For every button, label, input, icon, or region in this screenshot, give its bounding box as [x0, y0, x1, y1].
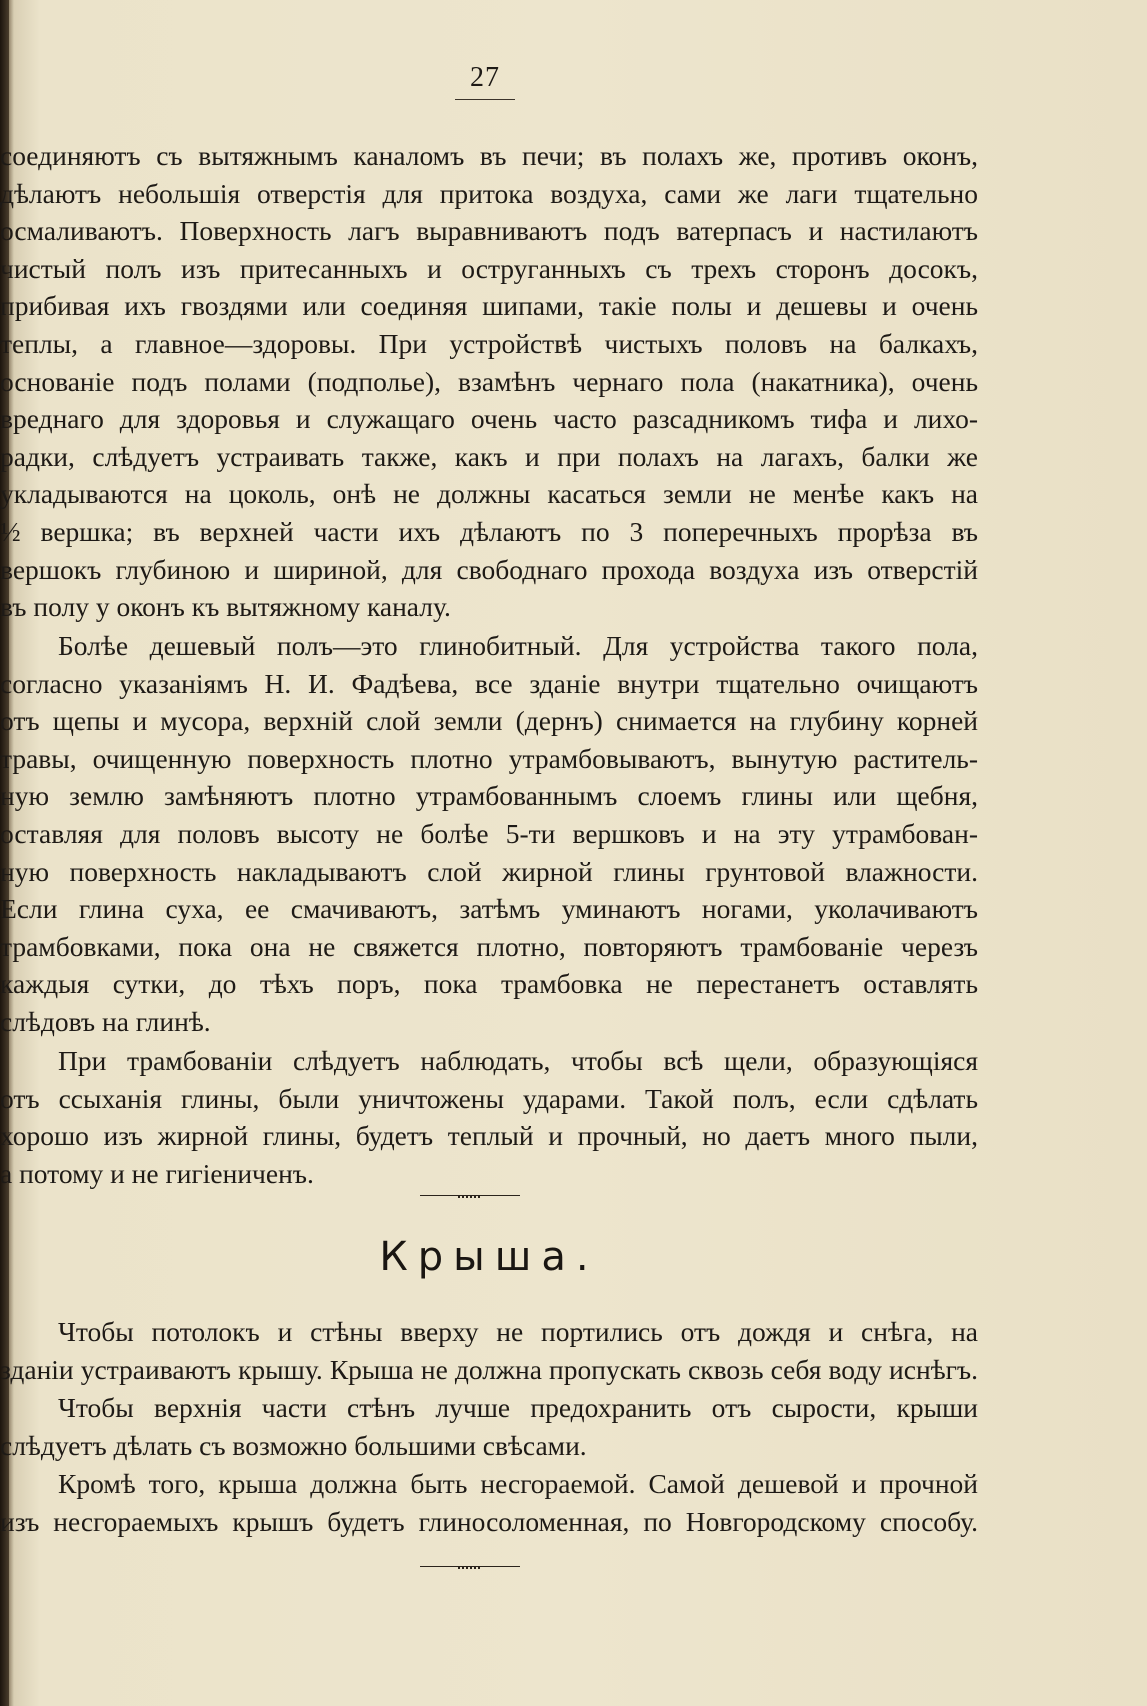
text-line: ную поверхность накладываютъ слой жирной глины грунтовой влажности. [0, 855, 978, 887]
text-line: Кромѣ того, крыша должна быть несгораемой. Самой дешевой и прочной [58, 1468, 978, 1499]
text-line: хорошо изъ жирной глины, будетъ теплый и прочный, но даетъ много пыли, [0, 1120, 978, 1152]
text-line: слѣдовъ на глинѣ. [0, 1005, 211, 1037]
separator-dots [458, 1566, 482, 1569]
text-line: отъ щепы и мусора, верхній слой земли (дернъ) снимается на глубину корней [0, 705, 978, 737]
text-line: вершокъ глубиною и шириной, для свободнаго прохода воздуха изъ отверстій [0, 553, 978, 585]
text-line: слѣдуетъ дѣлать съ возможно большими свѣсами. [0, 1429, 587, 1461]
text-line: изъ несгораемыхъ крышъ будетъ глиносоломенная, по Новгородскому способу. [0, 1505, 978, 1537]
text-line: Если глина суха, ее смачиваютъ, затѣмъ уминаютъ ногами, уколачиваютъ [0, 893, 978, 925]
text-line: укладываются на цоколь, онѣ не должны касаться земли не менѣе какъ на [0, 478, 978, 510]
section-title: Крыша. [379, 1234, 599, 1280]
text-line: согласно указаніямъ Н. И. Фадѣева, все зданіе внутри тщательно очищаютъ [0, 667, 978, 699]
text-line: оставляя для половъ высоту не болѣе 5-ти вершковъ и на эту утрамбован- [0, 817, 978, 849]
page-number: 27 [470, 62, 500, 93]
text-line: При трамбованіи слѣдуетъ наблюдать, чтобы всѣ щели, образующіяся [58, 1045, 978, 1076]
text-line: трамбовками, пока она не свяжется плотно, повторяютъ трамбованіе черезъ [0, 930, 978, 962]
paragraph-roof-purpose [0, 1313, 978, 1388]
text-line: ную землю замѣняютъ плотно утрамбованнымъ слоемъ глины или щебня, [0, 780, 978, 812]
text-line: осмаливаютъ. Поверхность лагъ выравниваютъ подъ ватерпасъ и настилаютъ [0, 215, 978, 247]
text-line: соединяютъ съ вытяжнымъ каналомъ въ печи; въ полахъ же, противъ оконъ, [0, 140, 978, 171]
paragraph-floor-construction [0, 137, 978, 626]
separator-dots [458, 1195, 482, 1198]
paragraph-clay-floor [0, 627, 978, 1041]
text-line: Чтобы верхнія части стѣнъ лучше предохранить отъ сырости, крыши [58, 1392, 978, 1423]
text-line: вреднаго для здоровья и служащаго очень часто разсадникомъ тифа и лихо- [0, 403, 978, 435]
text-line: Чтобы потолокъ и стѣны вверху не портились отъ дождя и снѣга, на [58, 1316, 978, 1347]
section-separator [420, 1195, 520, 1198]
text-line: травы, очищенную поверхность плотно утрамбовываютъ, вынутую раститель- [0, 742, 978, 774]
text-line: ½ вершка; въ верхней части ихъ дѣлаютъ по 3 поперечныхъ прорѣза въ [0, 515, 978, 547]
text-line: основаніе подъ полами (подполье), взамѣнъ чернаго пола (накатника), очень [0, 365, 978, 397]
text-line: дѣлаютъ небольшія отверстія для притока воздуха, сами же лаги тщательно [0, 177, 978, 209]
text-line: чистый полъ изъ притесанныхъ и оструганныхъ съ трехъ сторонъ досокъ, [0, 252, 978, 284]
text-line: каждыя сутки, до тѣхъ поръ, пока трамбовка не перестанетъ оставлять [0, 968, 978, 1000]
text-line: а потому и не гигіениченъ. [0, 1157, 314, 1189]
text-line: прибивая ихъ гвоздями или соединяя шипами, такіе полы и дешевы и очень [0, 290, 978, 322]
text-line: отъ ссыханія глины, были уничтожены ударами. Такой полъ, если сдѣлать [0, 1082, 978, 1114]
end-separator [420, 1566, 520, 1569]
paragraph-tamping [0, 1042, 978, 1192]
text-line: радки, слѣдуетъ устраивать также, какъ и при полахъ на лагахъ, балки же [0, 440, 978, 472]
paragraph-fireproof-roof [0, 1465, 978, 1540]
text-line: въ полу у оконъ къ вытяжному каналу. [0, 591, 451, 623]
text-line: теплы, а главное—здоровы. При устройствѣ чистыхъ половъ на балкахъ, [0, 327, 978, 359]
page-number-underline [455, 99, 515, 100]
text-line: зданіи устраиваютъ крышу. Крыша не должна пропускать сквозь себя воду иснѣгъ. [0, 1353, 978, 1385]
text-line: Болѣе дешевый полъ—это глинобитный. Для устройства такого пола, [58, 630, 978, 661]
paragraph-roof-eaves [0, 1389, 978, 1464]
